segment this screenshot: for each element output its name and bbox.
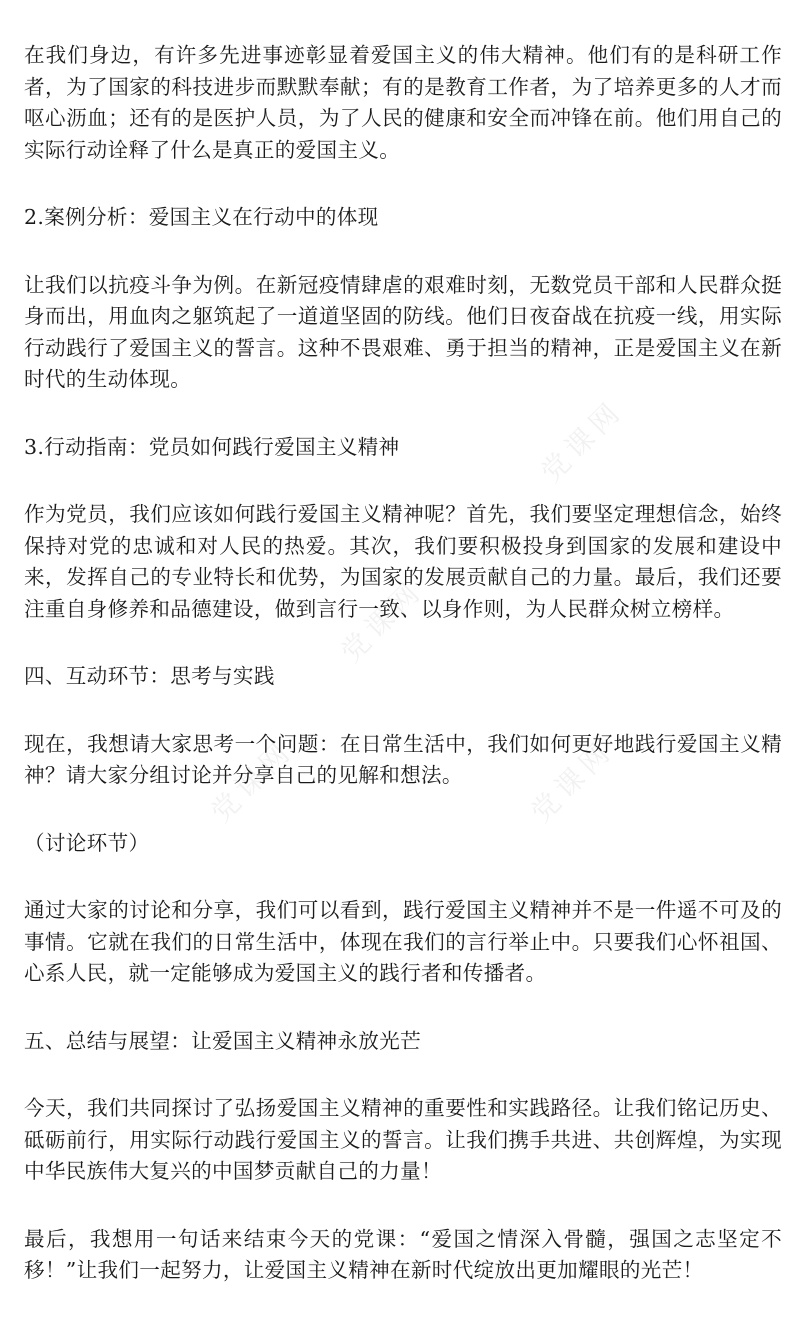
- paragraph-closing-quote: 最后，我想用一句话来结束今天的党课：“爱国之情深入骨髓，强国之志坚定不移！”让我们一起努力，让爱国主义精神在新时代绽放出更加耀眼的光芒！: [24, 1226, 782, 1282]
- watermark-4: 党课网: [524, 733, 620, 829]
- document-body: [24, 40, 782, 1323]
- heading-interaction: 四、互动环节：思考与实践: [24, 664, 275, 688]
- watermark-1: 党课网: [534, 393, 630, 489]
- watermark-2: 党课网: [334, 573, 430, 669]
- heading-case-analysis: 2.案例分析：爱国主义在行动中的体现: [24, 205, 379, 229]
- heading-action-guide: 3.行动指南：党员如何践行爱国主义精神: [24, 434, 400, 459]
- paragraph-discussion-summary: 通过大家的讨论和分享，我们可以看到，践行爱国主义精神并不是一件遥不可及的事情。它就在我们的日常生活中，体现在我们的言行举止中。只要我们心怀祖国、心系人民，就一定能够成为爱国主义的践行者和传播者。: [24, 898, 782, 985]
- paragraph-conclusion: 今天，我们共同探讨了弘扬爱国主义精神的重要性和实践路径。让我们铭记历史、砥砺前行，用实际行动践行爱国主义的誓言。让我们携手共进、共创辉煌，为实现中华民族伟大复兴的中国梦贡献自己的力量！: [24, 1096, 782, 1183]
- paragraph-party-member-practice: 作为党员，我们应该如何践行爱国主义精神呢？首先，我们要坚定理想信念，始终保持对党的忠诚和对人民的热爱。其次，我们要积极投身到国家的发展和建设中来，发挥自己的专业特长和优势，为国家的发展贡献自己的力量。最后，我们还要注重自身修养和品德建设，做到言行一致、以身作则，为人民群众树立榜样。: [24, 502, 782, 621]
- paragraph-discussion-question: 现在，我想请大家思考一个问题：在日常生活中，我们如何更好地践行爱国主义精神？请大家分组讨论并分享自己的见解和想法。: [24, 731, 782, 787]
- paragraph-discussion-session: （讨论环节）: [24, 830, 150, 855]
- heading-summary-outlook: 五、总结与展望：让爱国主义精神永放光芒: [24, 1028, 421, 1053]
- paragraph-epidemic-example: 让我们以抗疫斗争为例。在新冠疫情肆虐的艰难时刻，无数党员干部和人民群众挺身而出，用血肉之躯筑起了一道道坚固的防线。他们日夜奋战在抗疫一线，用实际行动践行了爱国主义的誓言。这种不畏艰难、勇于担当的精神，正是爱国主义在新时代的生动体现。: [24, 272, 782, 391]
- watermark-3: 党课网: [204, 733, 300, 829]
- paragraph-advanced-deeds: 在我们身边，有许多先进事迹彰显着爱国主义的伟大精神。他们有的是科研工作者，为了国家的科技进步而默默奉献；有的是教育工作者，为了培养更多的人才而呕心沥血；还有的是医护人员，为了人民的健康和安全而冲锋在前。他们用自己的实际行动诠释了什么是真正的爱国主义。: [24, 43, 782, 162]
